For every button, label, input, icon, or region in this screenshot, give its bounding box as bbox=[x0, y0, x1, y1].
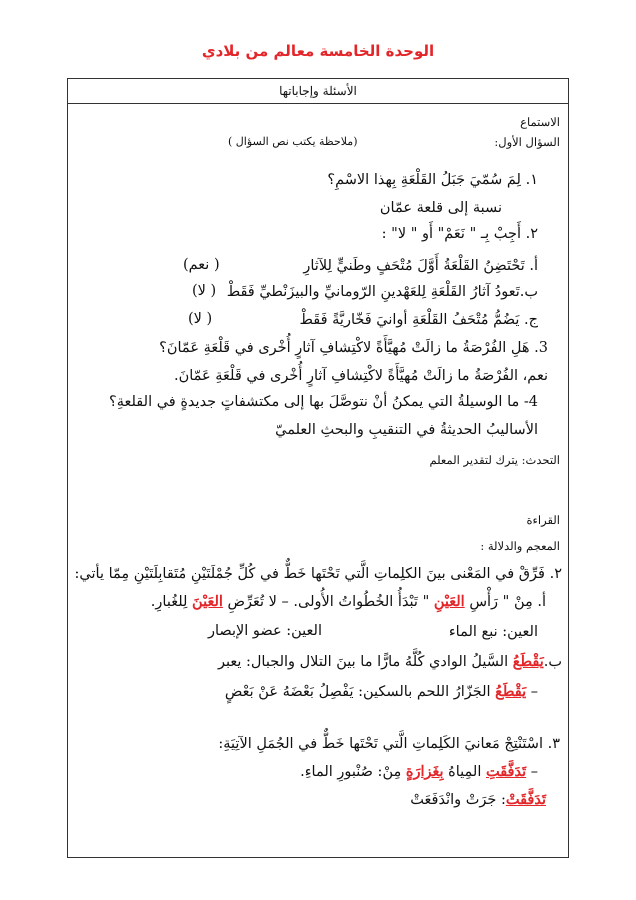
highlight-word: يَقْطَعُ bbox=[512, 653, 544, 670]
question-2: ٢. أَجِبْ بِـ " نَعَمْ" أَو " لا" : bbox=[381, 226, 538, 242]
answer-2a: ( نعم) bbox=[183, 257, 220, 273]
reading-question-3a: – تَدَفَّقَتِ المِياهُ بِغَزارَةٍ مِنْ: صُنْبورِ الماءِ. bbox=[300, 763, 538, 780]
highlight-word: بِغَزارَةٍ bbox=[405, 763, 444, 780]
q1-label: السؤال الأول: bbox=[494, 135, 560, 149]
answer-2b: ( لا) bbox=[192, 283, 217, 299]
answer-4: الأساليبُ الحديثةُ في التنقيبِ والبحثِ العلميّ bbox=[275, 422, 538, 438]
definition-2a-1: العين: نبع الماء bbox=[448, 624, 538, 640]
reading-question-3: ٣. اسْتَنْتِجْ مَعانيَ الكَلِماتِ الَّتي تَحْتَها خَطٌّ في الجُمَلِ الآتِيَةِ: bbox=[218, 736, 560, 752]
definition-2a-2: العين: عضو الإبصار bbox=[208, 623, 323, 639]
answer-3: نعم، الفُرْصَةُ ما زالَتْ مُهيَّأَةً لاكْتِشافِ آثارٍ أُخْرى في قَلْعَةِ عَمّانَ. bbox=[173, 368, 548, 384]
speaking-note: التحدث: يترك لتقدير المعلم bbox=[429, 453, 560, 467]
question-2b: ب.تَعودُ آثارُ القَلْعَةِ لِلعَهْدينِ الرّومانيِّ والبيزَنْطيِّ فَقَطْ bbox=[226, 284, 538, 300]
listening-heading: الاستماع bbox=[520, 115, 560, 129]
page-title: الوحدة الخامسة معالم من بلادي bbox=[201, 42, 435, 60]
highlight-word: العَيْنَ bbox=[192, 593, 223, 610]
question-2c: ج. يَضُمُّ مُتْحَفُ القَلْعَةِ أوانيَ فَخّاريَّةً فَقَطْ bbox=[299, 312, 538, 328]
question-1: ١. لِمَ سُمّيَ جَبَلُ القَلْعَةِ بِهذا الاسْمِ؟ bbox=[327, 172, 538, 188]
answer-1: نسبة إلى قلعة عمّان bbox=[379, 200, 502, 216]
reading-question-2a: أ. مِنْ " رَأْسِ العَيْنِ " تَبْدَأُ الخُطُواتُ الأُولى. – لا تُعَرِّضِ العَيْنَ لِلغُبارِ. bbox=[150, 593, 546, 610]
reading-heading: القراءة bbox=[526, 513, 560, 527]
reading-question-2b: ب.يَقْطَعُ السَّيلُ الوادي كُلَّهُ مارًّا ما بينَ التلال والجبال: يعبر bbox=[217, 653, 562, 670]
table-header: الأسئلة وإجاباتها bbox=[68, 79, 568, 104]
answer-2c: ( لا) bbox=[188, 311, 213, 327]
question-4: 4- ما الوسيلةُ التي يمكنُ أنْ نتوصَّلَ بها إلى مكتشفاتٍ جديدةٍ في القلعةِ؟ bbox=[109, 394, 538, 410]
question-2a: أ. تَحْتَضِنُ القَلْعَةُ أَوَّلَ مُتْحَفٍ وطَنيٍّ لِلآثارِ bbox=[303, 258, 538, 274]
questions-box bbox=[67, 78, 569, 858]
highlight-word: تَدَفَّقَتْ bbox=[505, 791, 546, 808]
reading-question-2b-2: – يَقْطَعُ الجَزّارُ اللحم بالسكين: يَفْصِلُ بَعْضَهُ عَنْ بَعْضٍ bbox=[224, 683, 538, 700]
definition-3a: تَدَفَّقَتْ: جَرَتْ وانْدَفَعَتْ bbox=[410, 791, 546, 808]
highlight-word: يَقْطَعُ bbox=[495, 683, 527, 700]
question-3: 3. هَلِ الفُرْصَةُ ما زالَتْ مُهيَّأَةً لاكْتِشافِ آثارٍ أُخْرى في قَلْعَةِ عَمّانَ؟ bbox=[159, 340, 548, 356]
highlight-word: العَيْنِ bbox=[433, 593, 465, 610]
lexicon-heading: المعجم والدلالة : bbox=[480, 539, 560, 553]
reading-question-2: ٢. فَرِّقْ في المَعْنى بينَ الكلِماتِ الَّتي تَحْتَها خَطٌّ في كُلِّ جُمْلَتَيْنِ مُتَقابِلَتَيْنِ مِمّا يأتي: bbox=[74, 566, 562, 582]
highlight-word: تَدَفَّقَتِ bbox=[485, 763, 527, 780]
q1-note: (ملاحظة يكتب نص السؤال ) bbox=[228, 135, 358, 148]
